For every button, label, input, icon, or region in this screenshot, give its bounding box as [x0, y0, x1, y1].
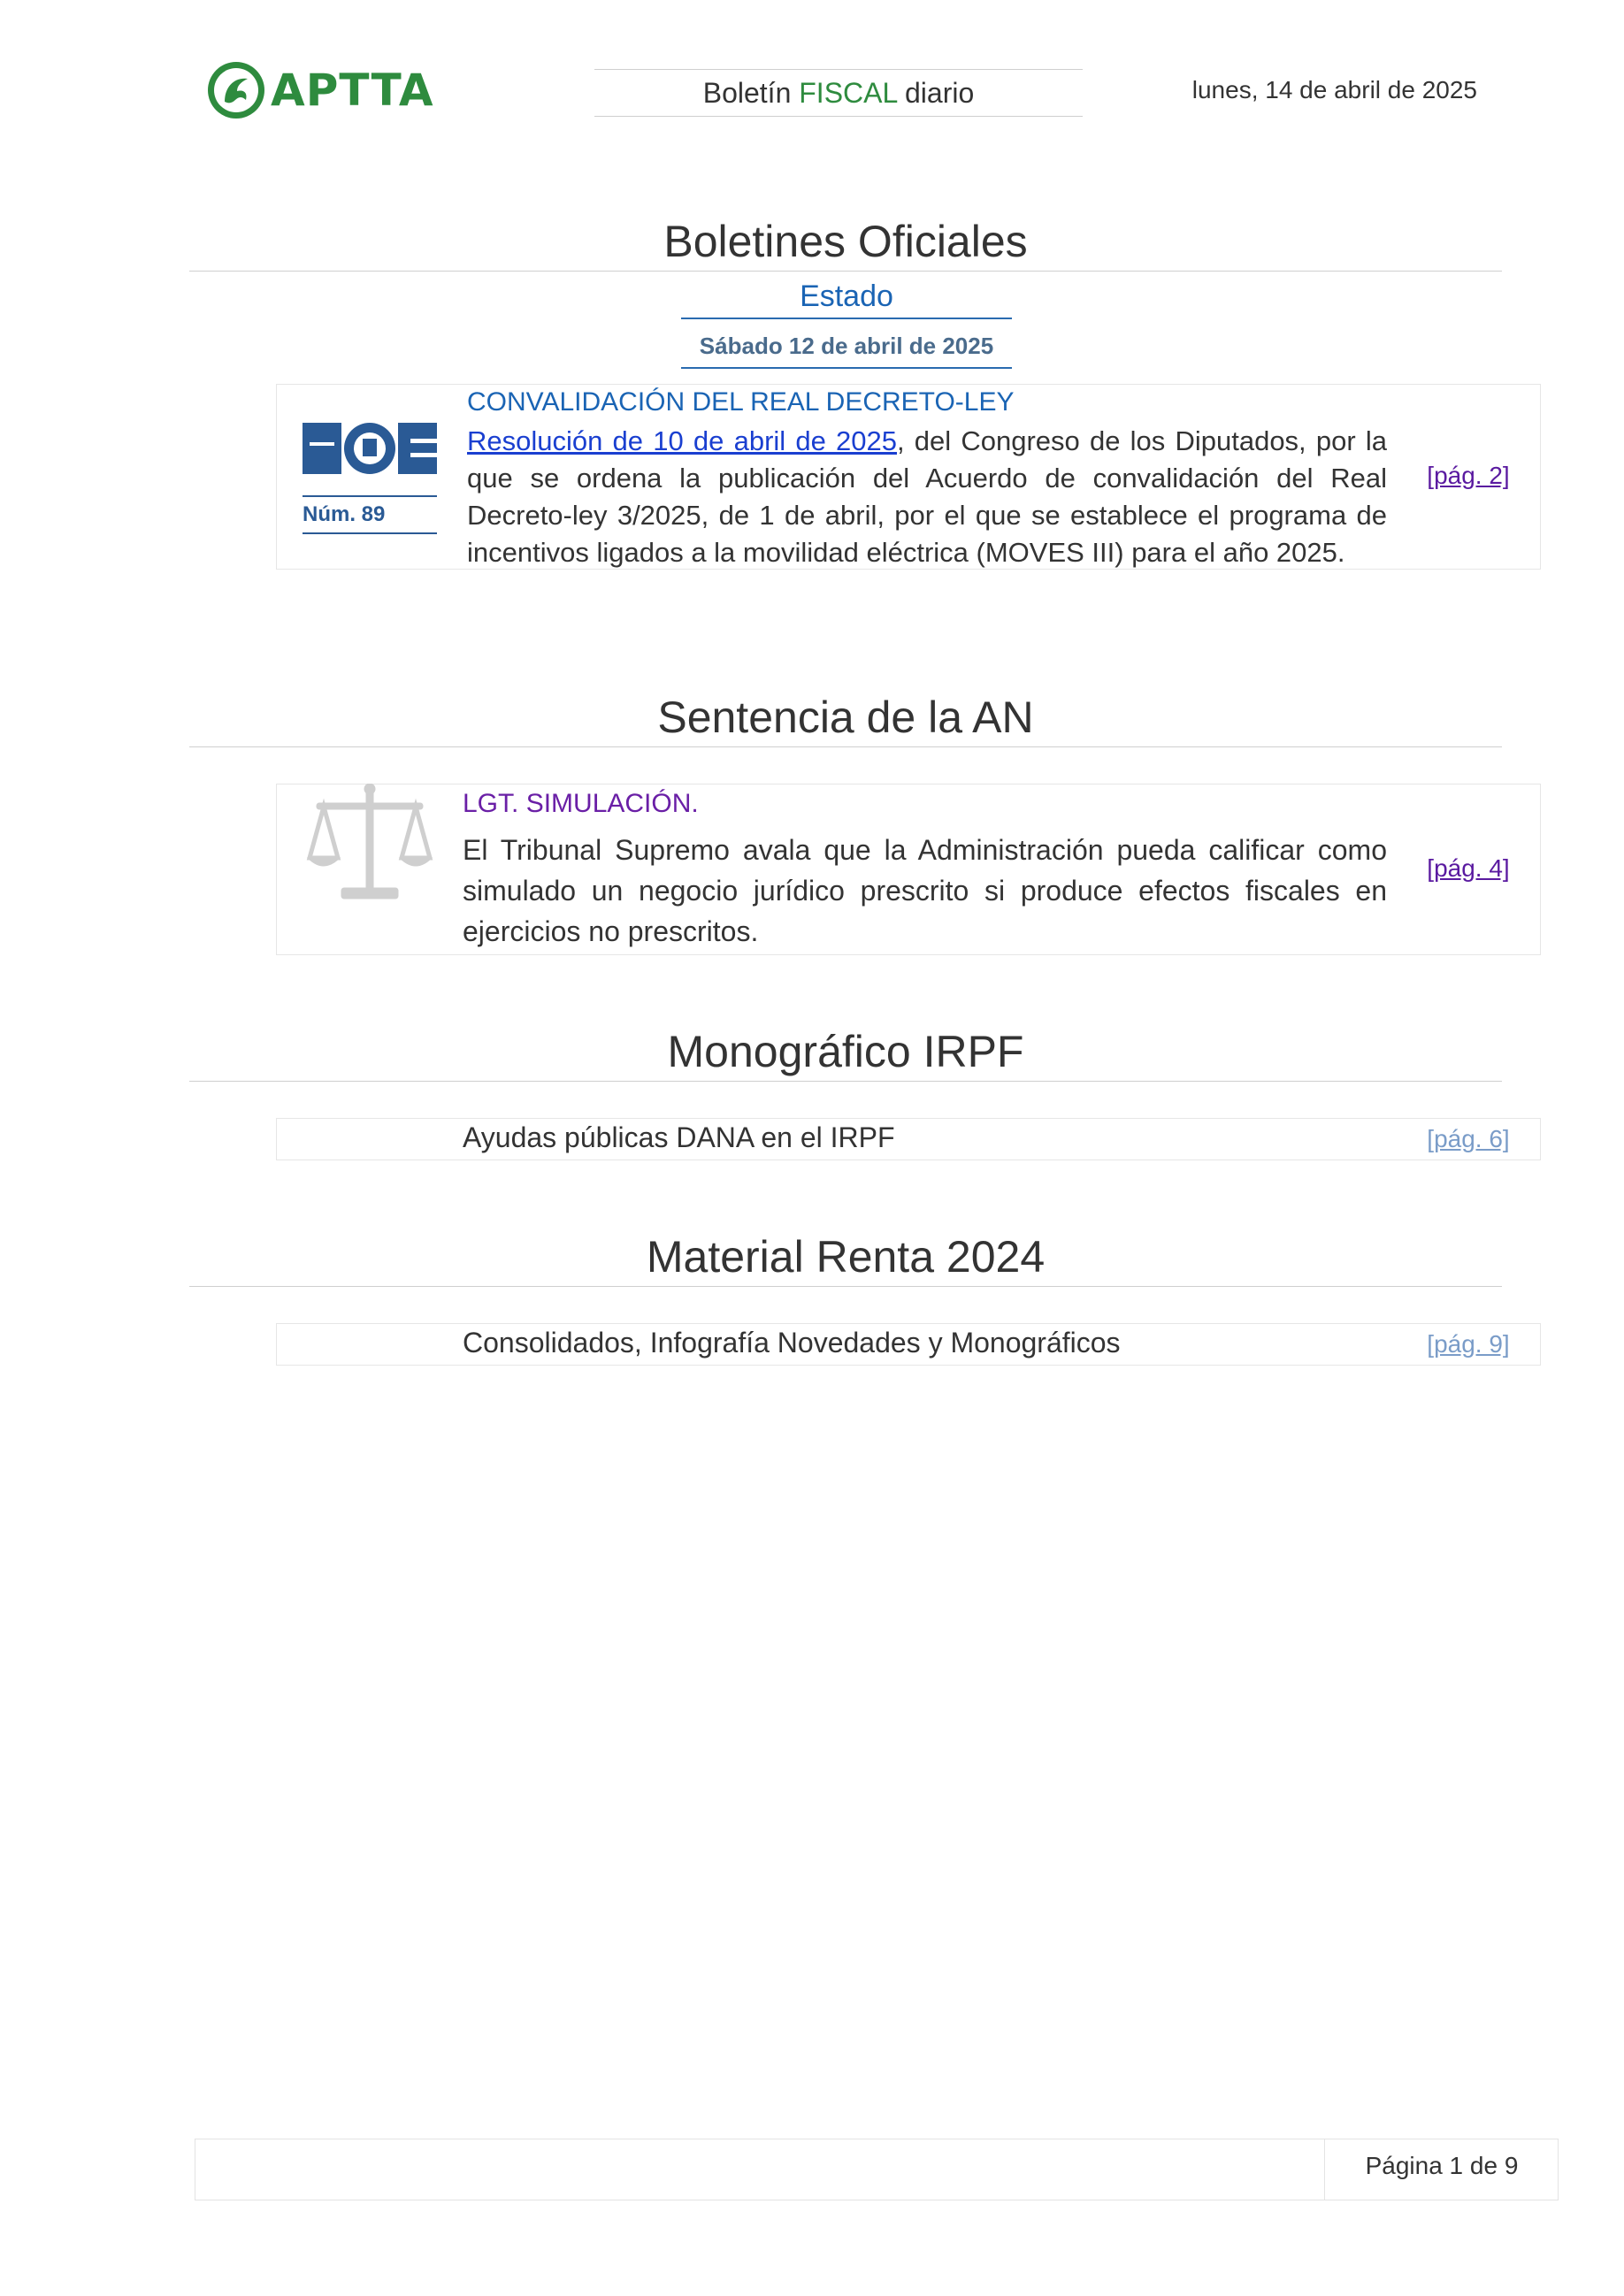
- monografico-page-link[interactable]: [pág. 6]: [1427, 1125, 1510, 1152]
- renta-entry-text: Consolidados, Infografía Novedades y Monográficos: [463, 1327, 1121, 1358]
- sentencia-entry-heading: LGT. SIMULACIÓN.: [463, 789, 699, 818]
- bulletin-title: [594, 69, 1083, 117]
- boe-resolution-link[interactable]: Resolución de 10 de abril de 2025: [467, 425, 897, 456]
- section-title-renta: Material Renta 2024: [189, 1231, 1502, 1287]
- bulletin-title-prefix: Boletín: [702, 77, 800, 109]
- section-subtitle-estado: Estado: [681, 279, 1012, 319]
- boe-number-badge: Núm. 89: [303, 495, 437, 534]
- boe-page-link[interactable]: [pág. 2]: [1427, 462, 1510, 489]
- boe-entry-heading: CONVALIDACIÓN DEL REAL DECRETO-LEY: [467, 387, 1015, 417]
- bulletin-title-suffix: diario: [897, 77, 975, 109]
- scales-of-justice-icon: [306, 784, 433, 907]
- renta-page-link[interactable]: [pág. 9]: [1427, 1330, 1510, 1358]
- section-title-monografico: Monográfico IRPF: [189, 1026, 1502, 1082]
- aptta-logo-icon: [205, 59, 267, 121]
- logo-text: APTTA: [271, 65, 434, 116]
- boe-logo: [303, 421, 437, 480]
- footer-divider: [1324, 2139, 1325, 2200]
- bulletin-title-accent: FISCAL: [799, 77, 898, 109]
- aptta-logo: [205, 58, 453, 122]
- boe-entry-body: , del Congreso de los Diputados, por la que se ordena la publicación del Acuerdo de convalidación del Real Decreto-ley 3/2025, de 1 de abril, por el que se establece el programa de incentivos ligados a la movilidad eléctrica (MOVES III) para el año 2025.: [467, 425, 1387, 568]
- section-title-sentencia: Sentencia de la AN: [189, 692, 1502, 747]
- boe-logo-icon: [303, 421, 437, 476]
- page-number: Página 1 de 9: [1365, 2152, 1519, 2179]
- sentencia-entry-text: El Tribunal Supremo avala que la Administración pueda calificar como simulado un negocio jurídico prescrito si produce efectos fiscales en ejercicios no prescritos.: [463, 834, 1387, 947]
- boletin-date: Sábado 12 de abril de 2025: [681, 333, 1012, 369]
- boe-entry-text: [467, 423, 1387, 571]
- header-date: lunes, 14 de abril de 2025: [1191, 76, 1477, 103]
- monografico-entry-text: Ayudas públicas DANA en el IRPF: [463, 1121, 895, 1153]
- sentencia-page-link[interactable]: [pág. 4]: [1427, 854, 1510, 882]
- section-title-boletines: Boletines Oficiales: [189, 216, 1502, 272]
